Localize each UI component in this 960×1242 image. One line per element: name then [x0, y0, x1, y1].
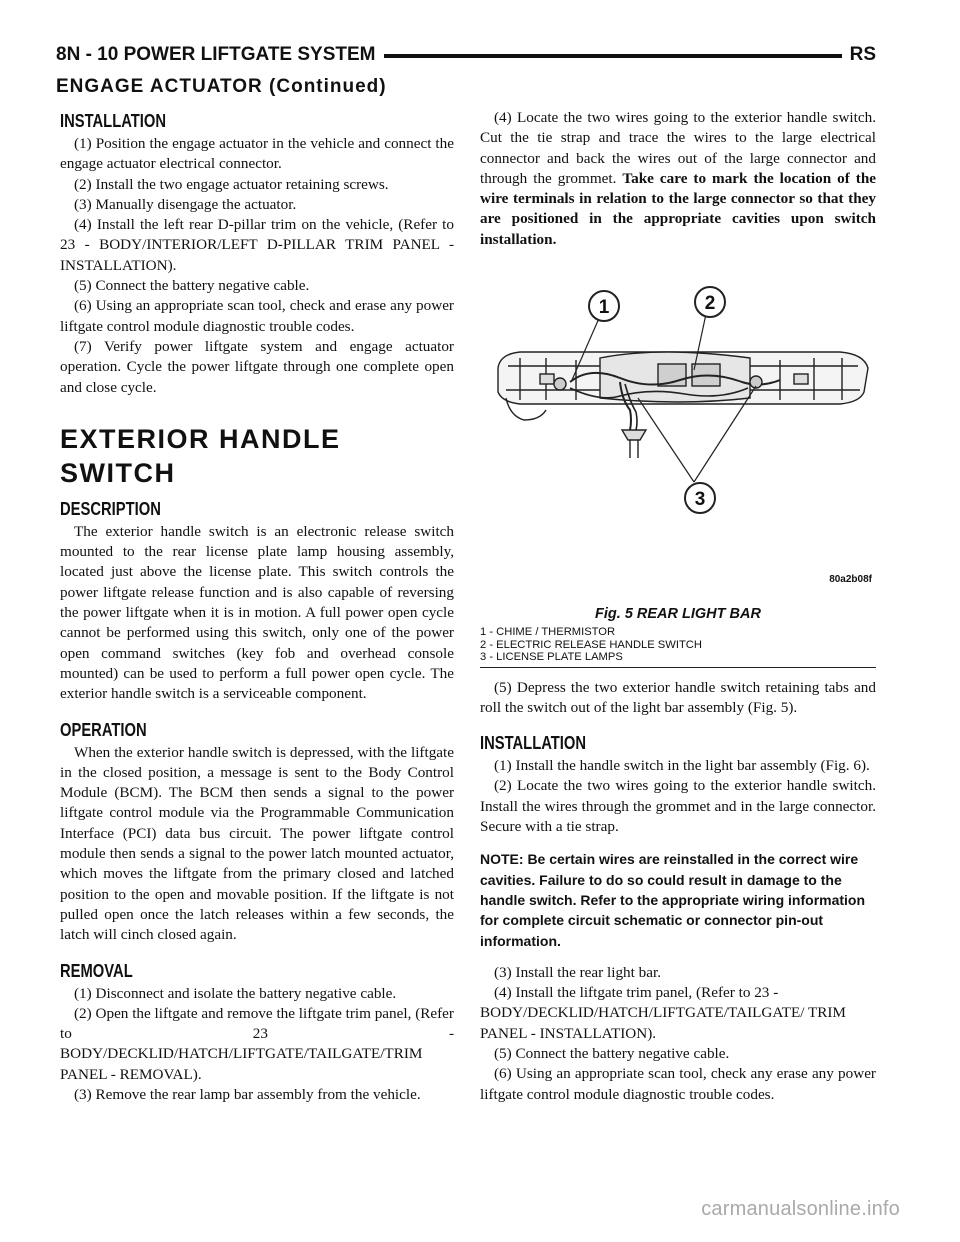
header-title: 8N - 10 POWER LIFTGATE SYSTEM: [56, 44, 384, 66]
operation-heading: OPERATION: [60, 719, 147, 740]
step-text: (1) Install the handle switch in the light bar assembly (Fig. 6).: [494, 757, 870, 775]
step-text: (6) Using an appropriate scan tool, check any erase any power liftgate control module diagnostic trouble codes.: [480, 1065, 876, 1103]
installation-heading: INSTALLATION: [60, 111, 167, 131]
legend-item: 2 - ELECTRIC RELEASE HANDLE SWITCH: [480, 638, 702, 651]
figure-rear-light-bar: [480, 270, 876, 602]
rear-light-bar-illustration: [480, 270, 876, 602]
figure-legend: [480, 626, 876, 664]
installation-steps-2: [480, 756, 876, 837]
main-section-title: EXTERIOR HANDLE SWITCH: [60, 423, 341, 488]
step-text: (3) Remove the rear lamp bar assembly from the vehicle.: [74, 1085, 421, 1103]
callout-1: [589, 291, 619, 321]
step-text: (7) Verify power liftgate system and engage actuator operation. Cycle the power liftgate through one complete open and close cycle.: [60, 337, 454, 396]
svg-text:2: 2: [704, 293, 716, 315]
description-text: The exterior handle switch is an electronic release switch mounted to the rear license plate lamp housing assembly, located just above the license plate. This switch controls the power liftgate release function and is also capable of reversing the power liftgate when it is in motion. A full power open cycle cannot be performed using this switch, only one of the power open command switches (key fob and overhead console mounted) can be used to perform a full power open cycle. The exterior handle switch is a serviceable component.: [60, 522, 454, 703]
step-text: (5) Connect the battery negative cable.: [74, 277, 310, 295]
removal-step-4: [480, 108, 876, 250]
installation-steps: [60, 134, 454, 398]
step-text: (2) Install the two engage actuator retaining screws.: [74, 175, 389, 193]
legend-item: 1 - CHIME / THERMISTOR: [480, 626, 616, 639]
step-text: (4) Install the left rear D-pillar trim on the vehicle, (Refer to 23 - BODY/INTERIOR/LEFT D-PILLAR TRIM PANEL - INSTALLATION).: [60, 216, 454, 274]
callout-3: [685, 483, 715, 513]
step-text: (6) Using an appropriate scan tool, check and erase any power liftgate control module diagnostic trouble codes.: [60, 297, 454, 335]
step-text: (2) Locate the two wires going to the exterior handle switch. Install the wires through the grommet and in the large connector. Secure with a tie strap.: [480, 777, 876, 836]
removal-step-4-text: (4) Locate the two wires going to the exterior handle switch. Cut the tie strap and trace the wires to the large electrical connector and back the wires out of the large connector and through the grommet.: [480, 109, 876, 187]
figure-divider: [480, 667, 876, 668]
step-text: (3) Manually disengage the actuator.: [74, 195, 297, 213]
svg-text:1: 1: [598, 297, 610, 319]
step-text: (2) Open the liftgate and remove the liftgate trim panel, (Refer to 23 - BODY/DECKLID/HATCH/LIFTGATE/TAILGATE/TRIM PANEL - REMOVAL).: [60, 1004, 454, 1083]
page-header: [56, 44, 876, 74]
watermark: carmanualsonline.info: [701, 1198, 900, 1220]
installation-heading-2: INSTALLATION: [480, 733, 587, 754]
operation-text: When the exterior handle switch is depressed, with the liftgate in the closed position, a message is sent to the Body Control Module (BCM). The BCM then sends a signal to the power liftgate control module via the Programmable Communication Interface (PCI) data bus circuit. The power liftgate control module then sends a signal to the power latch mounted actuator, which moves the liftgate from the primary closed and latched position to the open and movable position. If the liftgate is not pulled open once the latch releases within a few seconds, the latch will cinch closed again.: [60, 743, 454, 944]
step-text: (4) Install the liftgate trim panel, (Refer to 23 - BODY/DECKLID/HATCH/LIFTGATE/TAILGATE/ TRIM PANEL - INSTALLATION).: [480, 984, 846, 1042]
left-column: [60, 108, 454, 1105]
right-column: [480, 108, 876, 1105]
removal-heading: REMOVAL: [60, 960, 133, 981]
figure-code: 80a2b08f: [829, 574, 872, 586]
step-text: (1) Position the engage actuator in the vehicle and connect the engage actuator electrical connector.: [60, 135, 454, 173]
step-text: (1) Disconnect and isolate the battery negative cable.: [74, 984, 397, 1002]
removal-steps: [60, 984, 454, 1106]
description-heading: DESCRIPTION: [60, 498, 161, 519]
removal-step-4-warning: Take care to mark the location of the wire terminals in relation to the large connector so that they are positioned in the appropriate cavities upon switch installation.: [480, 169, 877, 248]
callout-2: [695, 287, 725, 317]
step-text: (3) Install the rear light bar.: [494, 963, 662, 981]
removal-step-5: (5) Depress the two exterior handle switch retaining tabs and roll the switch out of the light bar assembly (Fig. 5).: [480, 678, 876, 716]
continued-heading: ENGAGE ACTUATOR (Continued): [56, 76, 387, 97]
note-warning: NOTE: Be certain wires are reinstalled in the correct wire cavities. Failure to do so could result in damage to the handle switch. Refer to the appropriate wiring information for complete circuit schematic or connector pin-out information.: [480, 851, 866, 949]
header-code: RS: [842, 44, 876, 66]
installation-steps-3: [480, 963, 876, 1105]
legend-item: 3 - LICENSE PLATE LAMPS: [480, 651, 623, 664]
figure-caption: Fig. 5 REAR LIGHT BAR: [595, 606, 761, 623]
svg-text:3: 3: [694, 489, 706, 511]
step-text: (5) Connect the battery negative cable.: [494, 1045, 730, 1063]
